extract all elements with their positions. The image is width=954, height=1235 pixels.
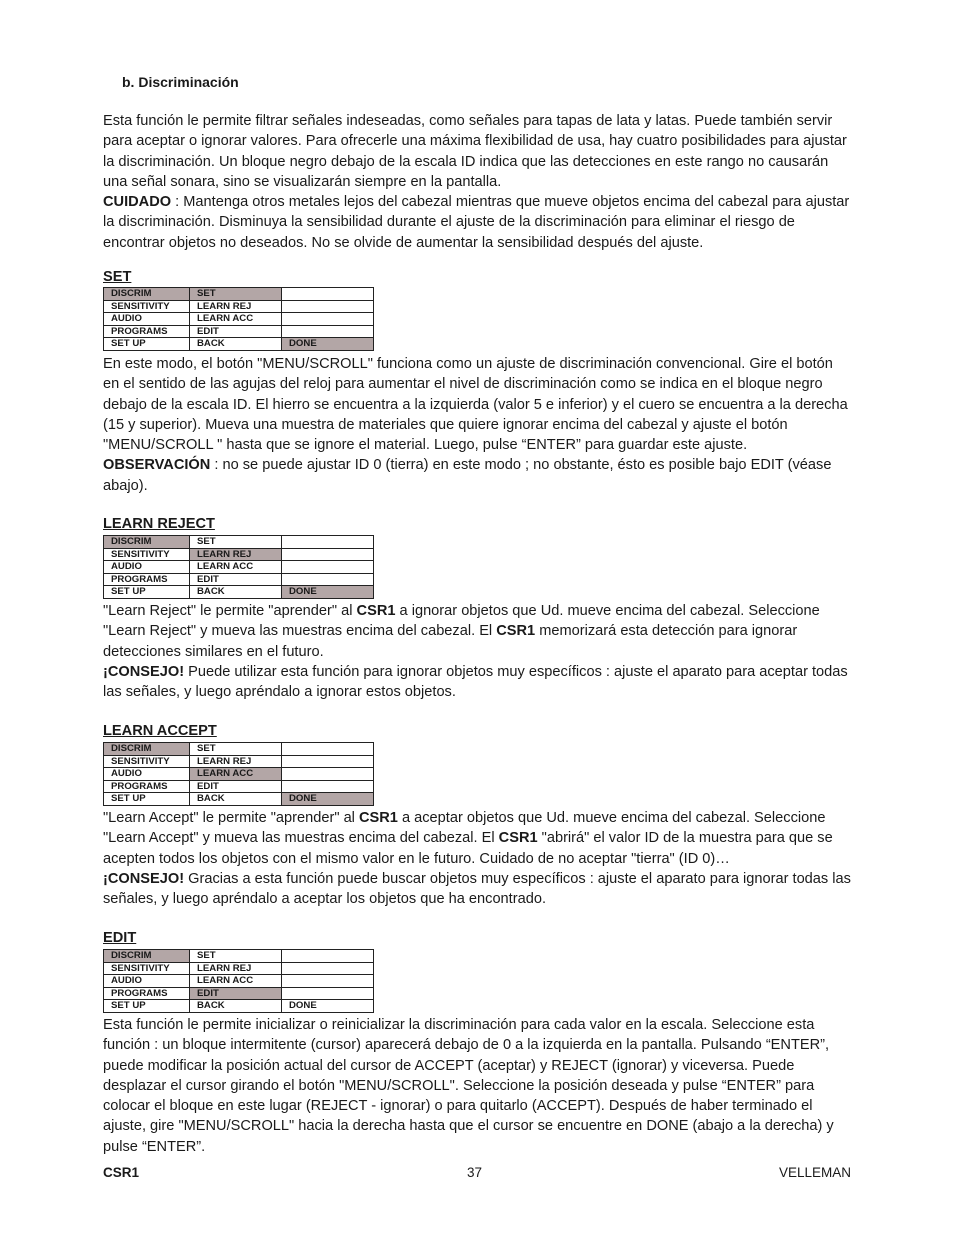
menu-row	[104, 548, 374, 561]
menu-cell: LEARN REJ	[190, 300, 282, 313]
bold-text: OBSERVACIÓN	[103, 457, 211, 474]
menu-cell: SENSITIVITY	[104, 548, 190, 561]
menu-cell: PROGRAMS	[104, 325, 190, 338]
menu-table-learn-reject	[103, 535, 374, 599]
menu-row	[104, 755, 374, 768]
menu-row	[104, 962, 374, 975]
menu-row	[104, 536, 374, 549]
bold-text: ¡CONSEJO!	[103, 663, 185, 680]
body-text: memorizará esta detección para ignorar detecciones similares en el futuro.	[103, 623, 798, 660]
menu-row	[104, 1000, 374, 1013]
menu-cell: SET UP	[104, 793, 190, 806]
menu-cell: LEARN ACC	[190, 561, 282, 574]
menu-cell	[282, 573, 374, 586]
menu-cell: LEARN ACC	[190, 975, 282, 988]
body-text: "abrirá" el valor ID de la muestra para que se acepten todos los objetos con el mismo valor en le futuro. Cuidado de no aceptar "tierra" (ID 0)…	[103, 830, 833, 867]
menu-cell: PROGRAMS	[104, 780, 190, 793]
menu-cell: BACK	[190, 586, 282, 599]
section-heading: b. Discriminación	[122, 74, 239, 90]
intro-text: Esta función le permite filtrar señales indeseadas, como señales para tapas de lata y latas. Puede también servir para aceptar o ignorar valores. Para ofrecerle una máxima flexibilidad de usa, hay cuatro posibilidades para ajustar la discriminación. Un bloque negro debajo de la escala ID indica que las detecciones en este rango no causarán una señal sonara, sino se visualizarán siempre en la pantalla.	[103, 113, 847, 190]
body-text: : no se puede ajustar ID 0 (tierra) en este modo ; no obstante, ésto es posible bajo EDIT (véase abajo).	[103, 457, 832, 494]
menu-row	[104, 743, 374, 756]
menu-cell: LEARN REJ	[190, 548, 282, 561]
menu-row	[104, 586, 374, 599]
menu-cell	[282, 536, 374, 549]
menu-cell: AUDIO	[104, 768, 190, 781]
footer-brand: VELLEMAN	[778, 1165, 851, 1180]
menu-cell: PROGRAMS	[104, 573, 190, 586]
menu-row	[104, 780, 374, 793]
menu-cell: SET	[190, 536, 282, 549]
menu-row	[104, 561, 374, 574]
body-text: a aceptar objetos que Ud. mueve encima del cabezal. Seleccione "Learn Accept" y mueva las muestras encima del cabezal. El	[103, 810, 826, 847]
menu-cell: DISCRIM	[104, 743, 190, 756]
menu-cell: LEARN REJ	[190, 962, 282, 975]
menu-cell: EDIT	[190, 987, 282, 1000]
footer-model: CSR1	[103, 1165, 140, 1180]
menu-cell: DISCRIM	[104, 950, 190, 963]
menu-cell	[282, 325, 374, 338]
section-title-learn-reject: LEARN REJECT	[103, 516, 215, 532]
menu-cell: PROGRAMS	[104, 987, 190, 1000]
menu-cell: SENSITIVITY	[104, 962, 190, 975]
menu-row	[104, 793, 374, 806]
menu-row	[104, 300, 374, 313]
menu-cell: EDIT	[190, 325, 282, 338]
section-body-edit	[103, 1015, 853, 1157]
section-body-learn-reject	[103, 601, 853, 702]
menu-cell	[282, 755, 374, 768]
bold-text: CSR1	[356, 603, 396, 619]
menu-cell: DISCRIM	[104, 536, 190, 549]
menu-row	[104, 338, 374, 351]
body-text: "Learn Accept" le permite "aprender" al	[103, 810, 359, 826]
section-body-learn-accept	[103, 808, 853, 909]
body-text: a ignorar objetos que Ud. mueve encima del cabezal. Seleccione "Learn Reject" y mueva las muestras encima del cabezal. El	[103, 603, 820, 640]
section-title-set: SET	[103, 269, 132, 285]
menu-cell: LEARN REJ	[190, 755, 282, 768]
menu-cell: SET UP	[104, 338, 190, 351]
menu-cell: AUDIO	[104, 313, 190, 326]
menu-cell: SET	[190, 288, 282, 301]
intro-paragraph	[103, 111, 853, 253]
menu-row	[104, 325, 374, 338]
menu-cell	[282, 768, 374, 781]
body-text: Puede utilizar esta función para ignorar objetos muy específicos : ajuste el aparato para aceptar todas las señales, y luego apréndalo a ignorar estos objetos.	[103, 663, 848, 701]
section-body-set	[103, 354, 853, 496]
menu-cell	[282, 288, 374, 301]
menu-cell: DONE	[282, 586, 374, 599]
bold-text: CSR1	[358, 810, 398, 826]
menu-cell: BACK	[190, 1000, 282, 1013]
menu-cell	[282, 313, 374, 326]
body-text: "Learn Reject" le permite "aprender" al	[103, 603, 357, 619]
menu-cell: DONE	[282, 1000, 374, 1013]
menu-cell: DISCRIM	[104, 288, 190, 301]
menu-cell	[282, 300, 374, 313]
body-text: Gracias a esta función puede buscar objetos muy específicos : ajuste el aparato para ignorar todas las señales, y luego apréndalo a aceptar los objetos que ha encontrado.	[103, 870, 851, 908]
menu-table-set	[103, 287, 374, 351]
menu-cell: SENSITIVITY	[104, 300, 190, 313]
menu-cell: LEARN ACC	[190, 313, 282, 326]
bold-text: ¡CONSEJO!	[103, 870, 185, 887]
menu-cell: AUDIO	[104, 561, 190, 574]
body-text: En este modo, el botón "MENU/SCROLL" funciona como un ajuste de discriminación convencional. Gire el botón en el sentido de las agujas del reloj para aumentar el nivel de discriminación como se indica en el bloque negro debajo de la escala ID. El hierro se encuentra a la izquierda (valor 5 e inferior) y el cuero se encuentra a la derecha (15 y superior). Mueva una muestra de materiales que quiere ignorar encima del cabezal y ajuste el botón "MENU/SCROLL " hasta que se ignore el material. Luego, pulse “ENTER” para guardar este ajuste.	[103, 356, 848, 454]
menu-cell: EDIT	[190, 573, 282, 586]
menu-row	[104, 313, 374, 326]
menu-cell	[282, 987, 374, 1000]
menu-row	[104, 987, 374, 1000]
menu-cell: SET UP	[104, 1000, 190, 1013]
menu-cell	[282, 743, 374, 756]
menu-cell: LEARN ACC	[190, 768, 282, 781]
menu-cell	[282, 975, 374, 988]
footer-page-number: 37	[467, 1165, 483, 1180]
section-title-edit: EDIT	[103, 930, 137, 946]
menu-cell: SET	[190, 950, 282, 963]
menu-cell: SET	[190, 743, 282, 756]
menu-table-edit	[103, 949, 374, 1013]
menu-row	[104, 975, 374, 988]
bold-text: CSR1	[498, 830, 538, 847]
menu-cell	[282, 962, 374, 975]
menu-cell: AUDIO	[104, 975, 190, 988]
menu-cell: SENSITIVITY	[104, 755, 190, 768]
bold-text: CSR1	[496, 623, 536, 640]
menu-table-learn-accept	[103, 742, 374, 806]
menu-row	[104, 288, 374, 301]
caution-label: CUIDADO	[103, 194, 172, 211]
menu-cell: DONE	[282, 793, 374, 806]
menu-cell: EDIT	[190, 780, 282, 793]
menu-row	[104, 950, 374, 963]
menu-row	[104, 573, 374, 586]
menu-cell	[282, 950, 374, 963]
menu-cell	[282, 561, 374, 574]
section-title-learn-accept: LEARN ACCEPT	[103, 723, 217, 739]
menu-cell: BACK	[190, 338, 282, 351]
menu-row	[104, 768, 374, 781]
menu-cell: SET UP	[104, 586, 190, 599]
menu-cell	[282, 548, 374, 561]
menu-cell	[282, 780, 374, 793]
body-text: Esta función le permite inicializar o reinicializar la discriminación para cada valor en la escala. Seleccione esta función : un bloque intermitente (cursor) aparecerá debajo de 0 a la izquierda en la pantalla. Pulsando “ENTER”, puede modificar la posición actual del cursor de ACCEPT (aceptar) y REJECT (ignorar) y viceversa. Puede desplazar el cursor girando el botón "MENU/SCROLL". Seleccione la posición deseada y pulse “ENTER” para colocar el bloque en este lugar (REJECT - ignorar) o para quitarlo (ACCEPT). Después de haber terminado el ajuste, gire "MENU/SCROLL" hacia la derecha hasta que el cursor se encuentre en DONE (abajo a la derecha) y pulse “ENTER”.	[103, 1017, 834, 1155]
menu-cell: BACK	[190, 793, 282, 806]
menu-cell: DONE	[282, 338, 374, 351]
caution-text: : Mantenga otros metales lejos del cabezal mientras que mueve objetos encima del cabezal para ajustar la discriminación. Disminuya la sensibilidad durante el ajuste de la discriminación para eliminar el riesgo de encontrar objetos no deseados. No se olvide de aumentar la sensibilidad después del ajuste.	[103, 194, 850, 251]
